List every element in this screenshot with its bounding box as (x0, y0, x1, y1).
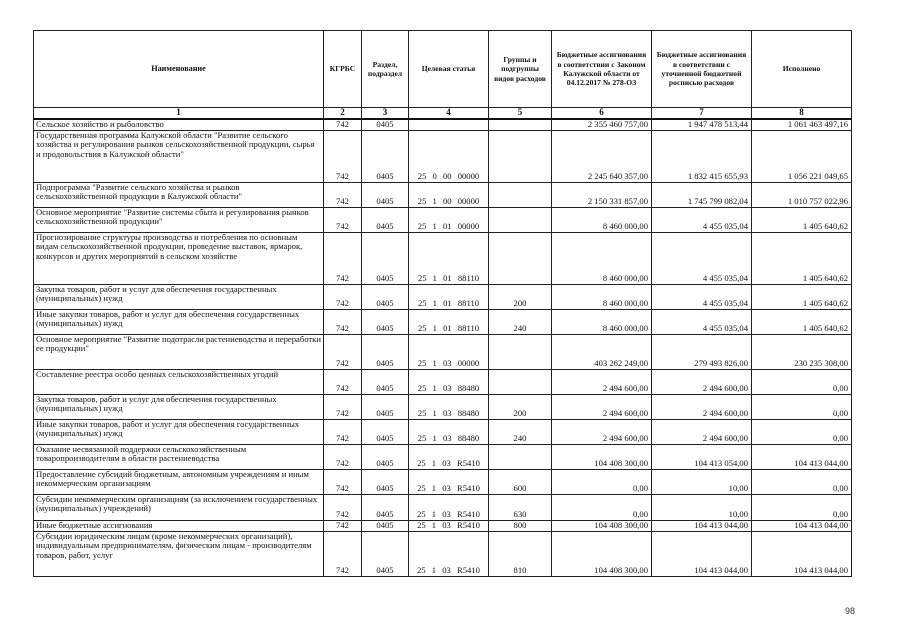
table-row (34, 520, 852, 531)
row-budget-law: 8 460 000,00 (552, 309, 652, 334)
row-section: 0405 (362, 207, 409, 232)
row-target: 25 1 01 88110 (409, 284, 489, 309)
row-executed: 0,00 (752, 469, 852, 494)
row-name: Прогнозирование структуры производства и потребления по основным видам сельскохозяйственной продукции, проведение выставок, ярмарок, конкурсов и других мероприятий в сельском хозяйстве (34, 232, 324, 284)
row-budget-law: 0,00 (552, 469, 652, 494)
header-budget-refined: Бюджетные ассигнования в соответствии с уточненной бюджетной росписью расходов (652, 31, 752, 108)
table-row (34, 207, 852, 232)
row-group (489, 182, 552, 207)
row-budget-refined: 1 745 799 082,04 (652, 182, 752, 207)
row-section: 0405 (362, 130, 409, 182)
row-target: 25 1 03 R5410 (409, 520, 489, 531)
row-budget-refined: 10,00 (652, 494, 752, 520)
row-budget-refined: 104 413 044,00 (652, 520, 752, 531)
row-budget-law: 2 245 640 357,00 (552, 130, 652, 182)
row-budget-refined: 2 494 600,00 (652, 369, 752, 394)
table-row (34, 531, 852, 576)
column-number-row (34, 108, 852, 120)
row-target: 25 0 00 00000 (409, 130, 489, 182)
table-row (34, 119, 852, 130)
row-executed: 1 405 640,62 (752, 309, 852, 334)
table-row (34, 444, 852, 469)
row-budget-refined: 10,00 (652, 469, 752, 494)
table-row (34, 369, 852, 394)
table-row (34, 130, 852, 182)
row-budget-law: 104 408 300,00 (552, 531, 652, 576)
row-group: 200 (489, 394, 552, 419)
row-executed: 1 405 640,62 (752, 207, 852, 232)
row-kgrbs: 742 (324, 119, 362, 130)
row-budget-law: 2 355 460 757,00 (552, 119, 652, 130)
header-kgrbs: КГРБС (324, 31, 362, 108)
row-executed: 0,00 (752, 494, 852, 520)
row-group: 810 (489, 531, 552, 576)
row-budget-refined: 4 455 035,04 (652, 207, 752, 232)
row-group (489, 119, 552, 130)
row-kgrbs: 742 (324, 334, 362, 369)
table-row (34, 419, 852, 444)
row-budget-refined: 2 494 600,00 (652, 419, 752, 444)
row-group: 200 (489, 284, 552, 309)
row-executed: 1 056 221 049,65 (752, 130, 852, 182)
row-budget-refined: 4 455 035,04 (652, 232, 752, 284)
row-kgrbs: 742 (324, 207, 362, 232)
row-budget-law: 104 408 300,00 (552, 444, 652, 469)
row-budget-refined: 4 455 035,04 (652, 284, 752, 309)
row-kgrbs: 742 (324, 309, 362, 334)
row-section: 0405 (362, 394, 409, 419)
row-budget-law: 2 150 331 857,00 (552, 182, 652, 207)
column-number: 4 (409, 108, 489, 120)
row-budget-refined: 104 413 044,00 (652, 531, 752, 576)
row-executed: 1 405 640,62 (752, 284, 852, 309)
table-header (34, 31, 852, 120)
row-budget-law: 8 460 000,00 (552, 232, 652, 284)
table-body (34, 119, 852, 576)
row-target: 25 1 03 00000 (409, 334, 489, 369)
row-budget-refined: 279 493 826,00 (652, 334, 752, 369)
column-number: 3 (362, 108, 409, 120)
row-name: Оказание несвязанной поддержки сельскохозяйственным товаропроизводителям в области растениеводства (34, 444, 324, 469)
row-section: 0405 (362, 520, 409, 531)
row-name: Сельское хозяйство и рыболовство (34, 119, 324, 130)
table-row (34, 394, 852, 419)
row-name: Государственная программа Калужской области "Развитие сельского хозяйства и регулирования рынков сельскохозяйственной продукции, сырья и продовольствия в Калужской области" (34, 130, 324, 182)
table-row (34, 232, 852, 284)
row-section: 0405 (362, 232, 409, 284)
row-budget-refined: 104 413 054,00 (652, 444, 752, 469)
row-budget-refined: 2 494 600,00 (652, 394, 752, 419)
row-name: Основное мероприятие "Развитие системы сбыта и регулирования рынков сельскохозяйственной продукции" (34, 207, 324, 232)
row-kgrbs: 742 (324, 494, 362, 520)
row-kgrbs: 742 (324, 469, 362, 494)
row-budget-law: 2 494 600,00 (552, 369, 652, 394)
row-executed: 230 235 308,00 (752, 334, 852, 369)
header-target: Целевая статья (409, 31, 489, 108)
row-target: 25 1 03 R5410 (409, 469, 489, 494)
row-target: 25 1 01 00000 (409, 207, 489, 232)
row-name: Субсидии некоммерческим организациям (за исключением государственных (муниципальных) учреждений) (34, 494, 324, 520)
row-section: 0405 (362, 419, 409, 444)
row-budget-law: 0,00 (552, 494, 652, 520)
row-executed: 104 413 044,00 (752, 444, 852, 469)
column-number: 8 (752, 108, 852, 120)
row-group: 240 (489, 309, 552, 334)
table-row (34, 469, 852, 494)
row-group: 630 (489, 494, 552, 520)
row-section: 0405 (362, 469, 409, 494)
row-group: 800 (489, 520, 552, 531)
row-target: 25 1 03 R5410 (409, 444, 489, 469)
row-name: Составление реестра особо ценных сельскохозяйственных угодий (34, 369, 324, 394)
row-name: Подпрограмма "Развитие сельского хозяйства и рынков сельскохозяйственной продукции в Калужской области" (34, 182, 324, 207)
row-kgrbs: 742 (324, 182, 362, 207)
row-executed: 0,00 (752, 394, 852, 419)
row-executed: 104 413 044,00 (752, 520, 852, 531)
row-executed: 1 405 640,62 (752, 232, 852, 284)
row-executed: 1 061 463 497,16 (752, 119, 852, 130)
row-budget-law: 403 262 249,00 (552, 334, 652, 369)
row-budget-law: 2 494 600,00 (552, 419, 652, 444)
row-section: 0405 (362, 531, 409, 576)
row-name: Закупка товаров, работ и услуг для обеспечения государственных (муниципальных) нужд (34, 394, 324, 419)
row-kgrbs: 742 (324, 130, 362, 182)
row-name: Иные закупки товаров, работ и услуг для обеспечения государственных (муниципальных) нужд (34, 419, 324, 444)
column-number: 2 (324, 108, 362, 120)
row-kgrbs: 742 (324, 284, 362, 309)
row-kgrbs: 742 (324, 232, 362, 284)
row-section: 0405 (362, 309, 409, 334)
row-group (489, 369, 552, 394)
row-kgrbs: 742 (324, 520, 362, 531)
row-target: 25 1 03 88480 (409, 369, 489, 394)
row-target: 25 1 03 R5410 (409, 494, 489, 520)
row-executed: 1 010 757 022,96 (752, 182, 852, 207)
row-target: 25 1 00 00000 (409, 182, 489, 207)
row-section: 0405 (362, 119, 409, 130)
budget-table (33, 30, 852, 577)
table-row (34, 309, 852, 334)
row-target: 25 1 03 88480 (409, 394, 489, 419)
table-row (34, 494, 852, 520)
row-budget-law: 2 494 600,00 (552, 394, 652, 419)
row-section: 0405 (362, 182, 409, 207)
column-number: 1 (34, 108, 324, 120)
row-section: 0405 (362, 444, 409, 469)
row-group: 600 (489, 469, 552, 494)
row-target: 25 1 03 88480 (409, 419, 489, 444)
row-budget-refined: 4 455 035,04 (652, 309, 752, 334)
header-groups: Группы и подгруппы видов расходов (489, 31, 552, 108)
header-name: Наименование (34, 31, 324, 108)
row-budget-law: 104 408 300,00 (552, 520, 652, 531)
row-budget-refined: 1 947 478 513,44 (652, 119, 752, 130)
row-group: 240 (489, 419, 552, 444)
row-kgrbs: 742 (324, 394, 362, 419)
row-group (489, 130, 552, 182)
table-row (34, 284, 852, 309)
row-section: 0405 (362, 284, 409, 309)
row-group (489, 444, 552, 469)
table-row (34, 334, 852, 369)
row-section: 0405 (362, 494, 409, 520)
row-section: 0405 (362, 369, 409, 394)
row-budget-law: 8 460 000,00 (552, 284, 652, 309)
row-target: 25 1 01 88110 (409, 232, 489, 284)
row-budget-law: 8 460 000,00 (552, 207, 652, 232)
row-executed: 0,00 (752, 419, 852, 444)
row-group (489, 334, 552, 369)
row-kgrbs: 742 (324, 444, 362, 469)
column-number: 6 (552, 108, 652, 120)
row-name: Иные бюджетные ассигнования (34, 520, 324, 531)
column-number: 7 (652, 108, 752, 120)
column-number: 5 (489, 108, 552, 120)
row-name: Иные закупки товаров, работ и услуг для обеспечения государственных (муниципальных) нужд (34, 309, 324, 334)
row-name: Субсидии юридическим лицам (кроме некоммерческих организаций), индивидуальным предпринимателям, физическим лицам - производителям товаров, работ, услуг (34, 531, 324, 576)
row-executed: 104 413 044,00 (752, 531, 852, 576)
row-name: Предоставление субсидий бюджетным, автономным учреждениям и иным некоммерческим организациям (34, 469, 324, 494)
row-executed: 0,00 (752, 369, 852, 394)
row-group (489, 207, 552, 232)
row-kgrbs: 742 (324, 531, 362, 576)
row-target (409, 119, 489, 130)
row-kgrbs: 742 (324, 419, 362, 444)
row-name: Закупка товаров, работ и услуг для обеспечения государственных (муниципальных) нужд (34, 284, 324, 309)
row-target: 25 1 01 88110 (409, 309, 489, 334)
header-budget-law: Бюджетные ассигнования в соответствии с Законом Калужской области от 04.12.2017 № 278-ОЗ (552, 31, 652, 108)
row-group (489, 232, 552, 284)
row-budget-refined: 1 832 415 655,93 (652, 130, 752, 182)
row-target: 25 1 03 R5410 (409, 531, 489, 576)
row-section: 0405 (362, 334, 409, 369)
header-executed: Исполнено (752, 31, 852, 108)
header-section: Раздел, подраздел (362, 31, 409, 108)
row-kgrbs: 742 (324, 369, 362, 394)
table-row (34, 182, 852, 207)
page-number: 98 (845, 606, 856, 616)
row-name: Основное мероприятие "Развитие подотрасли растениеводства и переработки ее продукции" (34, 334, 324, 369)
